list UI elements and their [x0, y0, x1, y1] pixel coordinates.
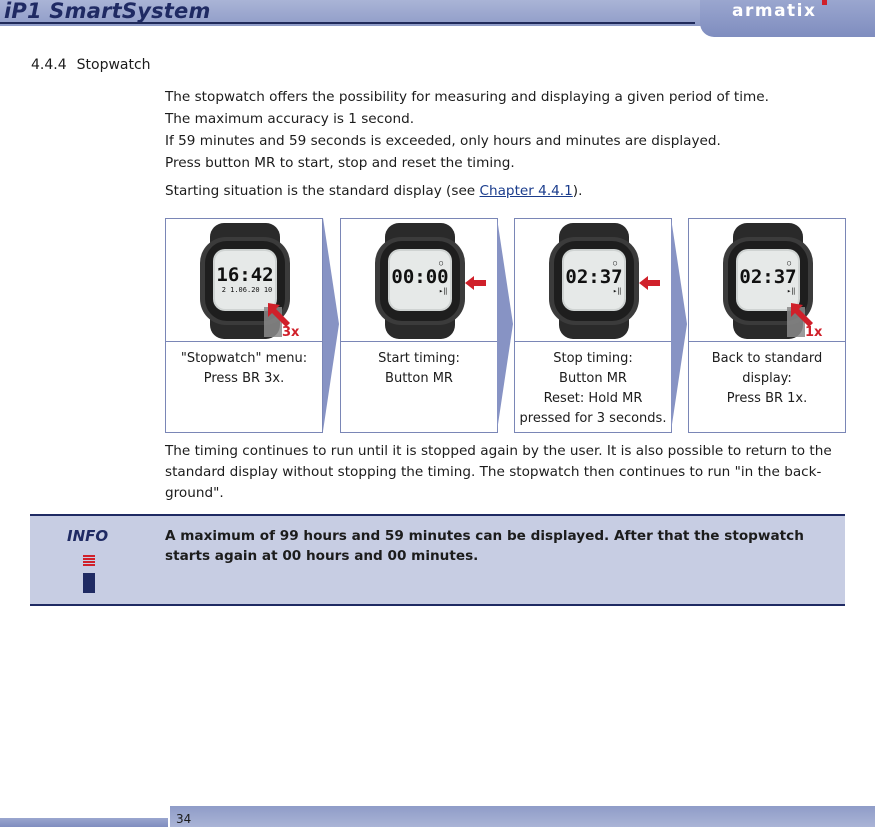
step-panel: [688, 218, 846, 433]
info-box: [30, 514, 845, 606]
lcd-indicator-icon: ○: [439, 259, 444, 267]
watch-illustration: [166, 219, 322, 342]
lcd-play-pause-icon: ▸‖: [613, 287, 622, 295]
step-caption: [166, 349, 322, 389]
step-caption: [341, 349, 497, 389]
page-number: 34: [176, 812, 192, 826]
lcd-time: 00:00: [391, 266, 449, 288]
info-label: INFO: [67, 527, 109, 545]
brand-logo-dot: [822, 0, 827, 5]
starting-prefix: Starting situation is the standard display (see: [165, 183, 480, 199]
starting-suffix: ).: [572, 183, 583, 199]
caption-line: Reset: Hold MR: [543, 391, 643, 406]
step-chevron-icon: [497, 218, 515, 431]
press-count-badge: 1x: [805, 325, 823, 340]
step-caption: [689, 349, 845, 409]
press-count-badge: 3x: [282, 325, 300, 340]
lcd-time: 16:42: [216, 264, 274, 286]
lcd-date: 2 1.06.20 10: [221, 286, 273, 294]
lcd-time: 02:37: [565, 266, 623, 288]
paragraph: The maximum accuracy is 1 second.: [165, 111, 415, 127]
watch-illustration: [689, 219, 845, 342]
section-number: 4.4.4: [31, 57, 67, 73]
lcd-indicator-icon: ○: [613, 259, 618, 267]
caption-line: Press BR 3x.: [203, 371, 285, 386]
step-panel: [165, 218, 323, 433]
intro-paragraphs: [165, 86, 845, 202]
step-panel: [514, 218, 672, 433]
caption-line: Start timing:: [378, 351, 460, 366]
stopwatch-steps: [165, 218, 846, 433]
press-arrow-icon: [639, 275, 661, 291]
step-chevron-icon: [323, 218, 341, 431]
step-panel: [340, 218, 498, 433]
caption-line: Stop timing:: [553, 351, 633, 366]
info-stripes-icon: [83, 555, 95, 567]
closing-paragraph: The timing continues to run until it is stopped again by the user. It is also possible to return to the standard display without stopping the timing. The stopwatch then continues to run "in the back-ground".: [165, 443, 832, 501]
caption-line: Press BR 1x.: [726, 391, 808, 406]
lcd-indicator-icon: ○: [787, 259, 792, 267]
paragraph: The stopwatch offers the possibility for measuring and displaying a given period of time.: [165, 89, 769, 105]
watch-icon: [549, 223, 639, 339]
paragraph: Press button MR to start, stop and reset the timing.: [165, 155, 515, 171]
lcd-play-pause-icon: ▸‖: [787, 287, 796, 295]
document-title: iP1 SmartSystem: [4, 0, 211, 23]
watch-illustration: [515, 219, 671, 342]
step-chevron-icon: [671, 218, 689, 431]
watch-illustration: [341, 219, 497, 342]
footer-tab-band: [0, 818, 168, 827]
lcd-play-pause-icon: ▸‖: [439, 287, 448, 295]
caption-line: "Stopwatch" menu:: [180, 351, 308, 366]
info-text: A maximum of 99 hours and 59 minutes can be displayed. After that the stopwatch starts again at 00 hours and 00 minutes.: [165, 528, 804, 564]
info-block-icon: [83, 573, 95, 593]
lcd-time: 02:37: [739, 266, 797, 288]
watch-icon: [375, 223, 465, 339]
chapter-link[interactable]: Chapter 4.4.1: [479, 183, 573, 199]
caption-line: Back to standard: [711, 351, 823, 366]
caption-line: Button MR: [559, 371, 627, 386]
caption-line: pressed for 3 seconds.: [519, 411, 667, 426]
step-caption: [515, 349, 671, 429]
caption-line: display:: [742, 371, 792, 386]
section-title: Stopwatch: [76, 57, 151, 73]
press-arrow-icon: [465, 275, 487, 291]
caption-line: Button MR: [385, 371, 453, 386]
starting-situation: [165, 180, 845, 202]
section-heading: [31, 57, 151, 73]
paragraph: If 59 minutes and 59 seconds is exceeded, only hours and minutes are displayed.: [165, 133, 721, 149]
page-header: [0, 0, 875, 40]
brand-logo-text: armatix: [732, 1, 817, 21]
